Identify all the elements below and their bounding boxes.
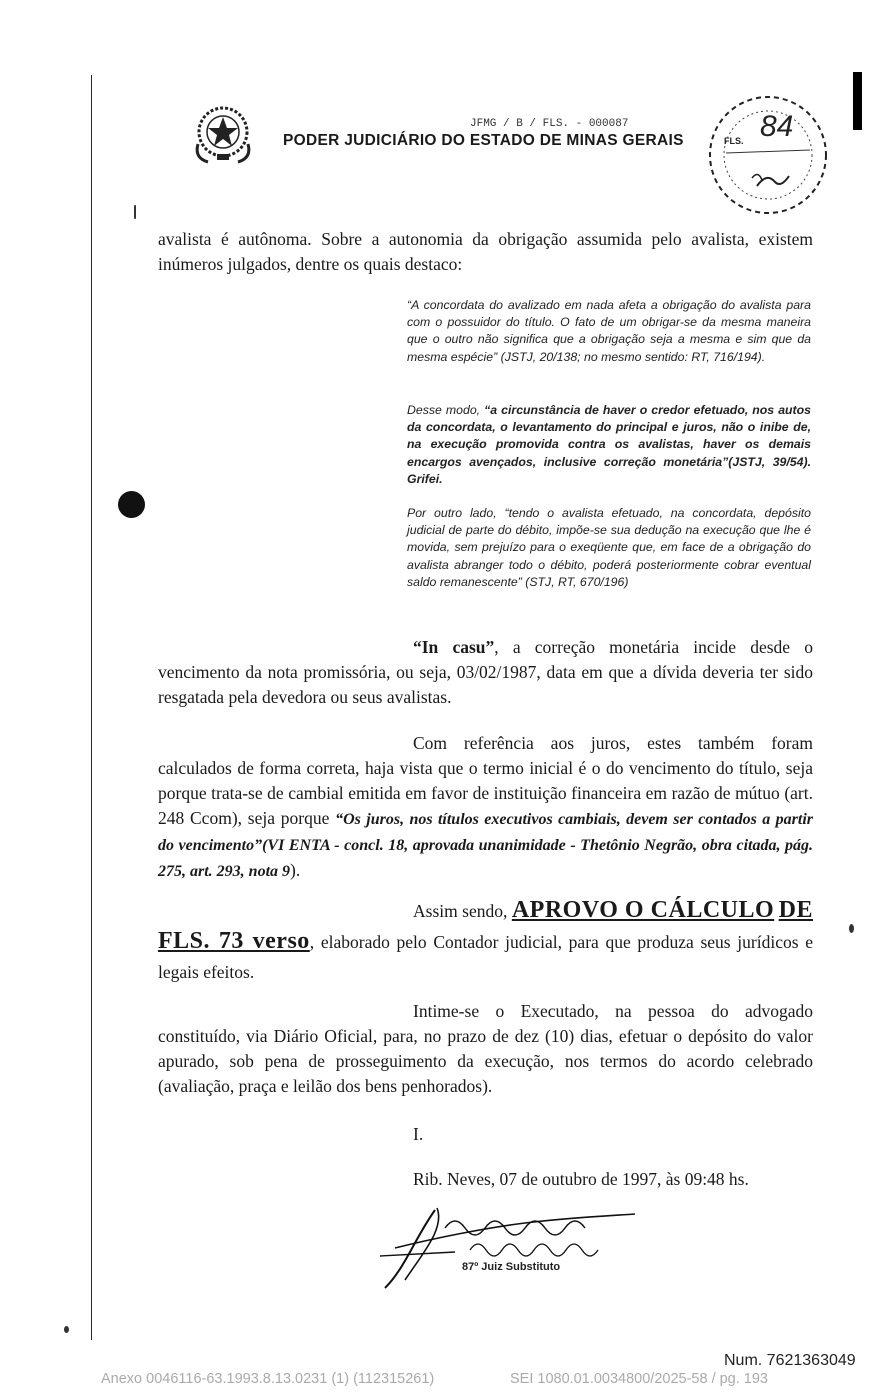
punch-hole-mark xyxy=(118,491,145,518)
paragraph-4: Assim sendo, APROVO O CÁLCULO DE FLS. 73 verso, elaborado pelo Contador judicial, para que produza seus jurídicos e legais efeitos. xyxy=(158,897,813,982)
paragraph-5: Intime-se o Executado, na pessoa do advogado constituído, via Diário Oficial, para, no prazo de dez (10) dias, efetuar o depósito do valor apurado, sob pena de prosseguimento da execução, nos termos do acordo celebrado (avaliação, praça e leilão dos bens penhorados). xyxy=(158,1001,813,1096)
coat-of-arms-icon xyxy=(190,98,256,166)
header-stamp-ref: JFMG / B / FLS. - 000087 xyxy=(470,118,629,130)
footer-annex: Anexo 0046116-63.1993.8.13.0231 (1) (112315261) xyxy=(101,1371,435,1387)
quote-1: “A concordata do avalizado em nada afeta a obrigação do avalista para com o possuidor do título. O fato de um obrigar-se da mesma maneira que o outro não significa que a obrigação seja a mesma e sim que da mesma espécie” (JSTJ, 20/138; no mesmo sentido: RT, 716/194). xyxy=(407,298,811,364)
paragraph-3: Com referência aos juros, estes também foram calculados de forma correta, haja vista que o termo inicial é o do vencimento do título, seja porque trata-se de cambial emitida em favor de instituição financeira em razão de mútuo (art. 248 Ccom), seja porque “Os juros, nos títulos executivos cambiais, devem ser contados a partir do vencimento”(VI ENTA - concl. 18, aprovada unanimidade - Thetônio Negrão, obra citada, pág. 275, art. 293, nota 9). xyxy=(158,733,813,880)
corner-mark xyxy=(853,72,862,130)
header-title: PODER JUDICIÁRIO DO ESTADO DE MINAS GERAIS xyxy=(283,132,684,149)
signature-icon xyxy=(375,1198,665,1293)
paragraph-2: “In casu”, a correção monetária incide desde o vencimento da nota promissória, ou seja, 03/02/1987, data em que a dívida deveria ter sido resgatada pela devedora ou seus avalistas. xyxy=(158,637,813,707)
quote-3: Por outro lado, “tendo o avalista efetuado, na concordata, depósito judicial de parte do débito, impõe-se sua dedução na execução que lhe é movida, sem prejuízo para o exeqüente que, em face de a obrigação do avalista abranger todo o débito, poderá posteriormente cobrar eventual saldo remanescente” (STJ, RT, 670/196) xyxy=(407,506,811,589)
speck-mark xyxy=(64,1326,69,1333)
footer-sei: SEI 1080.01.0034800/2025-58 / pg. 193 xyxy=(510,1371,768,1387)
closing-i: I. xyxy=(413,1124,424,1144)
quote-2: Desse modo, “a circunstância de haver o credor efetuado, nos autos da concordata, o levantamento do principal e juros, não o inibe de, na execução promovida contra os avalistas, haver os demais encargos avençados, inclusive correção monetária”(JSTJ, 39/54). Grifei. xyxy=(407,403,811,486)
seal-page-number: 84 xyxy=(760,110,794,143)
document-number: Num. 7621363049 xyxy=(724,1352,856,1369)
speck-mark xyxy=(849,924,854,933)
speck-mark xyxy=(134,205,136,219)
svg-text:FLS.: FLS. xyxy=(724,136,744,146)
margin-line xyxy=(91,75,92,1340)
paragraph-1: avalista é autônoma. Sobre a autonomia da obrigação assumida pelo avalista, existem inúmeros julgados, dentre os quais destaco: xyxy=(158,229,813,274)
signature-role: 87º Juiz Substituto xyxy=(462,1261,561,1273)
place-date: Rib. Neves, 07 de outubro de 1997, às 09:48 hs. xyxy=(413,1169,749,1189)
